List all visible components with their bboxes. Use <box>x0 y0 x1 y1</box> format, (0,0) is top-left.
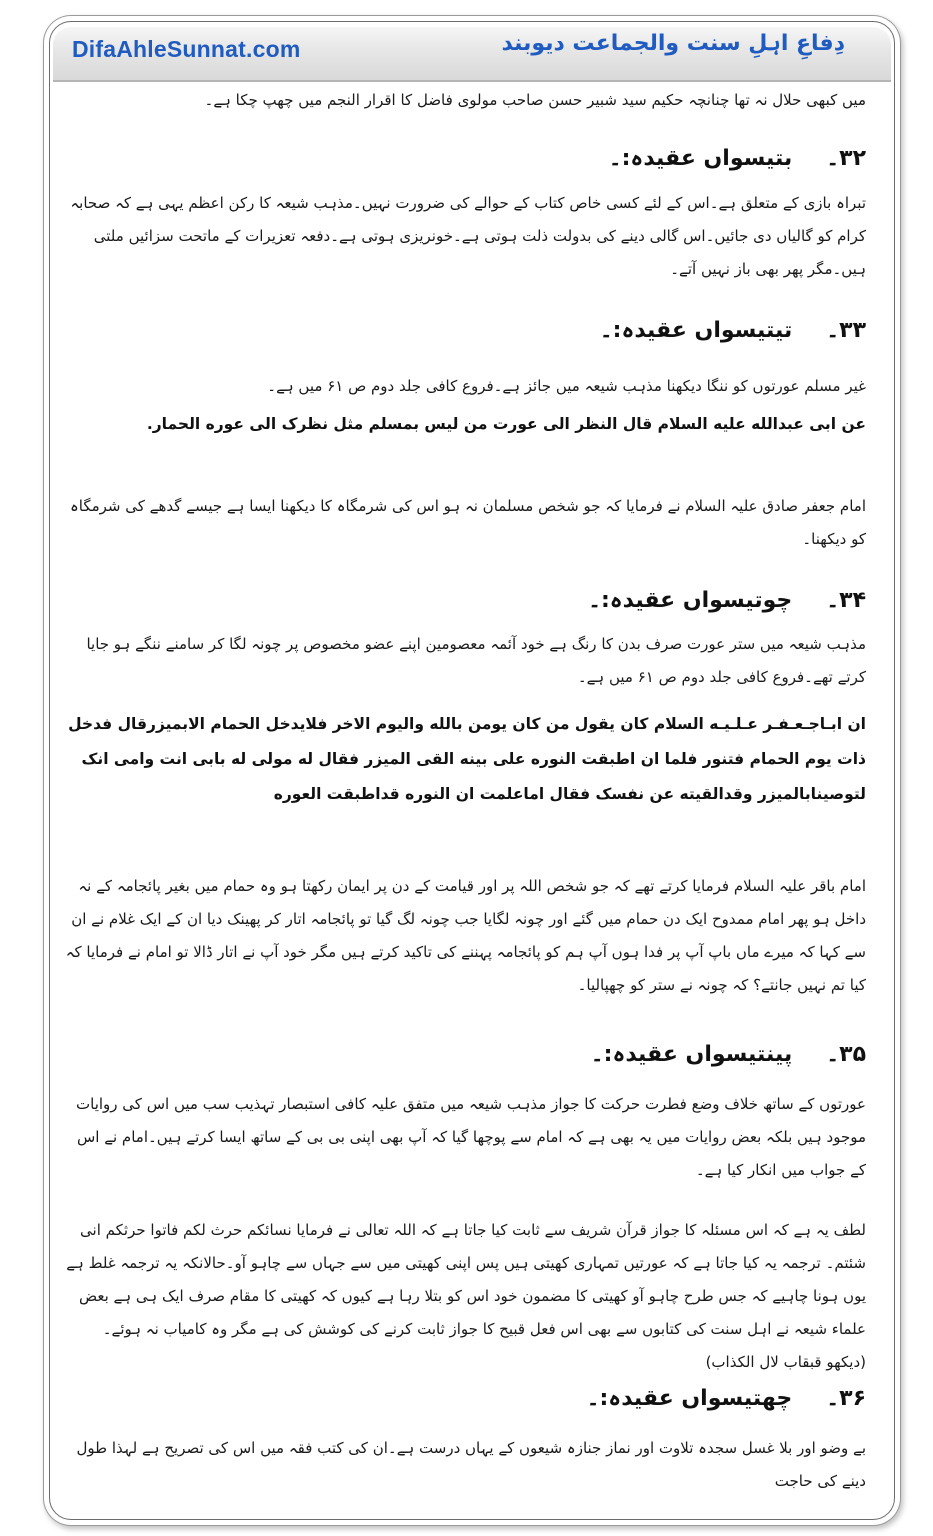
intro-line: میں کبھی حلال نہ تھا چنانچہ حکیم سید شبیر حسن صاحب مولوی فاضل کا اقرار النجم میں چھپ چکا ہے۔ <box>204 91 866 109</box>
section-number: ۳۵۔ <box>826 1042 866 1067</box>
section-number: ۳۴۔ <box>826 588 866 613</box>
section-title: چوتیسواں عقیدہ:۔ <box>588 588 793 613</box>
section-35-heading <box>591 1042 866 1067</box>
section-32-paragraph: تبراہ بازی کے متعلق ہے۔اس کے لئے کسی خاص کتاب کے حوالے کی ضرورت نہیں۔مذہب شیعہ کا رکن اعظم یہی ہے کہ صحابہ کرام کو گالیاں دی جائیں۔اس گالی دینے کی بدولت ذلت ہوتی ہے۔خونریزی ہوتی ہے۔دفعہ تعزیرات کے ماتحت سزائیں ملتی ہیں۔مگر پھر بھی باز نہیں آتے۔ <box>70 194 866 278</box>
section-33-paragraph: غیر مسلم عورتوں کو ننگا دیکھنا مذہب شیعہ میں جائز ہے۔فروع کافی جلد دوم ص ۶۱ میں ہے۔ <box>267 377 866 395</box>
site-url[interactable]: DifaAhleSunnat.com <box>72 36 301 62</box>
section-33-translation: امام جعفر صادق علیہ السلام نے فرمایا کہ جو شخص مسلمان نہ ہو اس کی شرمگاہ کا دیکھنا ایسا ہے جیسے گدھے کی شرمگاہ کو دیکھنا۔ <box>69 497 866 548</box>
section-34-translation: امام باقر علیہ السلام فرمایا کرتے تھے کہ جو شخص اللہ پر اور قیامت کے دن پر ایمان رکھتا ہو وہ حمام میں بغیر پائجامہ کے نہ داخل ہو پھر امام ممدوح ایک دن حمام میں گئے اور چونہ لگایا جب چونہ لگ گیا تو پائجامہ اتار کر پھینک دیا ان کے ایک غلام نے ان سے کہا کہ میرے ماں باپ آپ پر فدا ہوں آپ ہم کو پائجامہ پہننے کی تاکید کرتے ہیں مگر خود آپ نے اتار ڈالا تو امام نے فرمایا کہ کیا تم نہیں جانتے؟ کہ چونہ نے ستر کو چھپالیا۔ <box>65 877 866 994</box>
section-title: چھتیسواں عقیدہ:۔ <box>586 1386 793 1411</box>
section-33-arabic: عن ابی عبدالله علیه السلام قال النظر الی عورت من لیس بمسلم مثل نظرک الی عوره الحمار. <box>146 415 866 433</box>
section-34-heading <box>588 588 866 613</box>
section-34-arabic: ان ابـاجـعـفـر عـلـيـه السلام کان یقول من کان یومن بالله والیوم الاخر فلایدخل الحمام الابمیزرقال فدخل ذات یوم الحمام فتنور فلما ان اطبقت النوره علی بینه القی المیزر فقال له مولی له بابی انت وامی انک لتوصینابالمیزر وقدالقیته عن نفسک فقال اماعلمت ان النوره قداطبقت العوره <box>68 715 866 803</box>
section-title: پینتیسواں عقیدہ:۔ <box>590 1042 793 1067</box>
section-32-heading <box>609 146 866 171</box>
section-title: بتیسواں عقیدہ:۔ <box>608 146 793 171</box>
section-number: ۳۲۔ <box>826 146 866 171</box>
page-content <box>64 84 876 1514</box>
section-35-paragraph: عورتوں کے ساتھ خلاف وضع فطرت حرکت کا جواز مذہب شیعہ میں متفق علیہ کافی استبصار تہذیب سب میں اس کی روایات موجود ہیں بلکہ بعض روایات میں یہ بھی ہے کہ امام سے پوچھا گیا کہ آپ بھی اپنی بی بی کے ساتھ ایسا کرتے ہیں۔امام نے اس کے جواب میں انکار کیا ہے۔ <box>76 1095 866 1179</box>
section-number: ۳۳۔ <box>826 318 866 343</box>
section-36-paragraph: بے وضو اور بلا غسل سجدہ تلاوت اور نماز جنازہ شیعوں کے یہاں درست ہے۔ان کی کتب فقہ میں اس کی تصریح ہے لہذا طول دینے کی حاجت <box>76 1439 866 1490</box>
section-34-paragraph: مذہب شیعہ میں ستر عورت صرف بدن کا رنگ ہے خود آئمہ معصومین اپنے عضو مخصوص پر چونہ لگا کر سامنے ننگے ہو جایا کرتے تھے۔فروع کافی جلد دوم ص ۶۱ میں ہے۔ <box>86 635 866 686</box>
section-36-heading <box>587 1386 866 1411</box>
section-number: ۳۶۔ <box>826 1386 866 1411</box>
section-33-heading <box>600 318 866 343</box>
header-title: دِفاعِ اہلِ سنت والجماعت دیوبند <box>501 31 845 56</box>
section-35-paragraph-2: لطف یہ ہے کہ اس مسئلہ کا جواز قرآن شریف سے ثابت کیا جاتا ہے کہ اللہ تعالی نے فرمایا نسائکم حرث لکم فاتوا حرثکم انی شئتم۔ ترجمہ یہ کیا جاتا ہے کہ عورتیں تمہاری کھیتی ہیں پس اپنی کھیتی میں سے جہاں سے چاہو آو۔حالانکہ یہ ترجمہ غلط ہے یوں ہونا چاہیے کہ جس طرح چاہو آو کھیتی کا مضمون خود اس کو بتلا رہا ہے کیوں کہ کھیتی کا مقام صرف ایک ہی ہے بعض علماء شیعہ نے اہل سنت کی کتابوں سے بھی اس فعل قبیح کا جواز ثابت کرنے کی کوشش کی ہے مگر وہ کامیاب نہ ہوئے۔(دیکھو قبقاب لال الکذاب) <box>66 1221 866 1371</box>
section-title: تیتیسواں عقیدہ:۔ <box>599 318 793 343</box>
